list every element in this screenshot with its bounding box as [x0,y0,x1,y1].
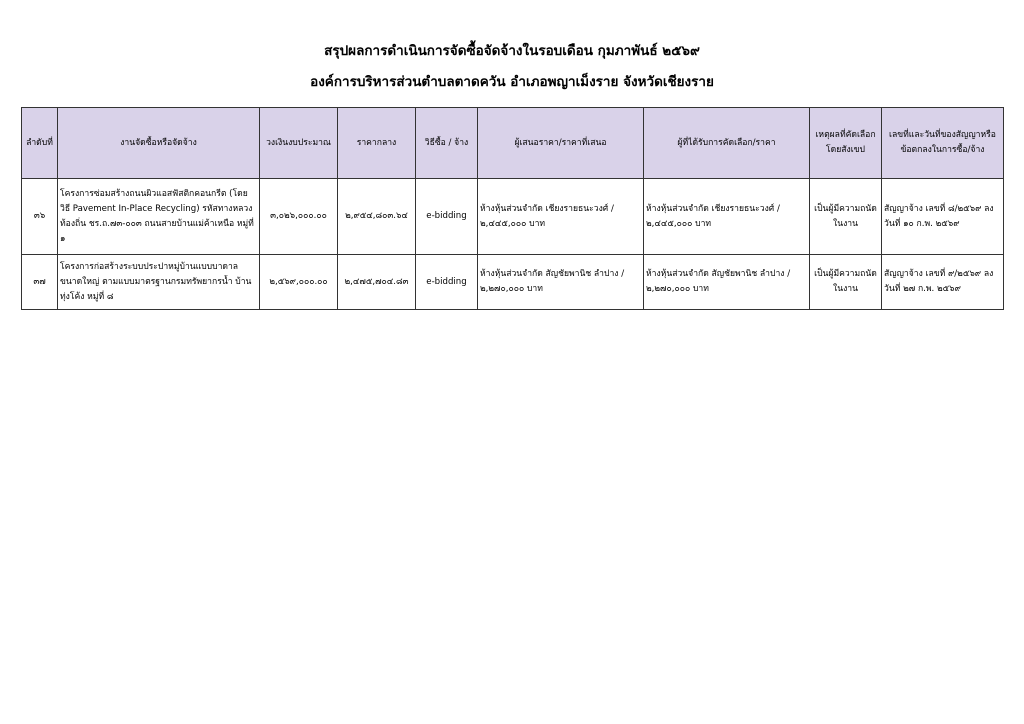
header-no: ลำดับที่ [22,108,58,179]
header-budget: วงเงินงบประมาณ [260,108,338,179]
document-title: สรุปผลการดำเนินการจัดซื้อจัดจ้างในรอบเดือน กุมภาพันธ์ ๒๕๖๙ [324,43,700,59]
cell-contract: สัญญาจ้าง เลขที่ ๘/๒๕๖๙ ลงวันที่ ๑๐ ก.พ. ๒๕๖๙ [882,179,1004,255]
document-subtitle: องค์การบริหารส่วนตำบลตาดควัน อำเภอพญาเม็งราย จังหวัดเชียงราย [310,74,714,90]
header-method: วิธีซื้อ / จ้าง [416,108,478,179]
header-bidder: ผู้เสนอราคา/ราคาที่เสนอ [478,108,644,179]
cell-no: ๓๗ [22,255,58,310]
cell-reason: เป็นผู้มีความถนัดในงาน [810,255,882,310]
cell-project: โครงการก่อสร้างระบบประปาหมู่บ้านแบบบาดาลขนาดใหญ่ ตามแบบมาตรฐานกรมทรัพยากรน้ำ บ้านทุ่งโค้ง หมู่ที่ ๘ [58,255,260,310]
table-header-row [22,108,1004,179]
cell-selected: ห้างหุ้นส่วนจำกัด สัญชัยพานิช ลำปาง / ๒,๒๗๐,๐๐๐ บาท [644,255,810,310]
header-selected: ผู้ที่ได้รับการคัดเลือก/ราคา [644,108,810,179]
cell-budget: ๓,๐๒๖,๐๐๐.๐๐ [260,179,338,255]
cell-method: e-bidding [416,255,478,310]
header-median-price: ราคากลาง [338,108,416,179]
header-contract: เลขที่และวันที่ของสัญญาหรือข้อตกลงในการซื้อ/จ้าง [882,108,1004,179]
cell-budget: ๒,๕๖๙,๐๐๐.๐๐ [260,255,338,310]
table-row [22,179,1004,255]
cell-bidder: ห้างหุ้นส่วนจำกัด เชียงรายธนะวงศ์ / ๒,๔๔๕,๐๐๐ บาท [478,179,644,255]
procurement-table [21,107,1004,310]
cell-contract: สัญญาจ้าง เลขที่ ๙/๒๕๖๙ ลงวันที่ ๒๗ ก.พ. ๒๕๖๙ [882,255,1004,310]
cell-method: e-bidding [416,179,478,255]
header-reason: เหตุผลที่คัดเลือกโดยสังเขป [810,108,882,179]
cell-no: ๓๖ [22,179,58,255]
cell-reason: เป็นผู้มีความถนัดในงาน [810,179,882,255]
header-project: งานจัดซื้อหรือจัดจ้าง [58,108,260,179]
cell-bidder: ห้างหุ้นส่วนจำกัด สัญชัยพานิช ลำปาง / ๒,๒๗๐,๐๐๐ บาท [478,255,644,310]
cell-median-price: ๒,๔๗๕,๗๐๔.๘๓ [338,255,416,310]
cell-selected: ห้างหุ้นส่วนจำกัด เชียงรายธนะวงศ์ / ๒,๔๔๕,๐๐๐ บาท [644,179,810,255]
cell-project: โครงการซ่อมสร้างถนนผิวแอสฟัสติกคอนกรีต (โดยวิธี Pavement In-Place Recycling) รหัสทางหลวงท้องถิ่น ชร.ถ.๗๓-๐๐๓ ถนนสายบ้านแม่ค้าเหนือ หมู่ที่ ๑ [58,179,260,255]
cell-median-price: ๒,๙๕๔,๘๐๓.๖๔ [338,179,416,255]
table-row [22,255,1004,310]
